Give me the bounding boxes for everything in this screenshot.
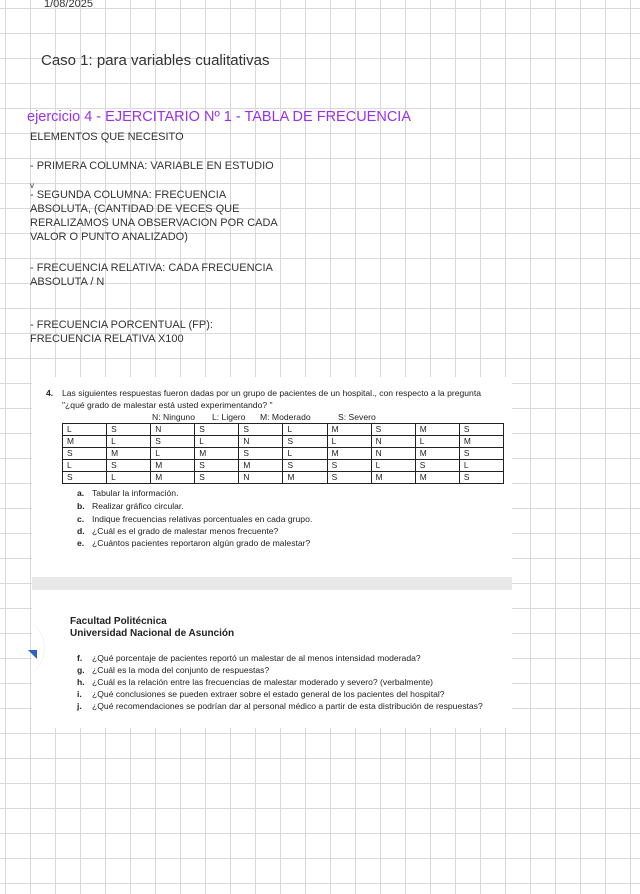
note-first-column: - PRIMERA COLUMNA: VARIABLE EN ESTUDIO	[30, 160, 274, 172]
item-text: ¿Cuál es el grado de malestar menos frecuente?	[92, 526, 279, 536]
question-item	[78, 688, 498, 700]
table-cell: S	[239, 424, 283, 436]
question-item	[78, 700, 498, 712]
table-cell: S	[459, 424, 503, 436]
table-cell: L	[63, 424, 107, 436]
question-item	[78, 652, 498, 664]
table-cell: S	[195, 460, 239, 472]
table-row	[63, 460, 504, 472]
pasted-problem-image	[32, 377, 512, 577]
pasted-questions-image	[32, 590, 512, 728]
legend-severe: S: Severo	[338, 412, 376, 422]
table-cell: N	[371, 436, 415, 448]
question-item	[78, 676, 498, 688]
table-cell: L	[107, 436, 151, 448]
table-cell: M	[415, 448, 459, 460]
note-line: VALOR O PUNTO ANALIZADO)	[30, 231, 188, 243]
table-cell: M	[151, 460, 195, 472]
date-text: 1/08/2025	[44, 0, 93, 10]
table-cell: L	[63, 460, 107, 472]
table-row	[63, 472, 504, 484]
page-separator	[32, 577, 512, 590]
table-cell: S	[195, 424, 239, 436]
table-cell: S	[327, 460, 371, 472]
table-cell: M	[459, 436, 503, 448]
table-cell: M	[327, 424, 371, 436]
table-cell: L	[327, 436, 371, 448]
table-row	[63, 436, 504, 448]
table-cell: L	[107, 472, 151, 484]
table-cell: S	[371, 424, 415, 436]
question-item	[78, 500, 498, 512]
table-cell: S	[107, 460, 151, 472]
table-cell: M	[415, 472, 459, 484]
note-line: - FRECUENCIA RELATIVA: CADA FRECUENCIA	[30, 262, 273, 274]
table-cell: L	[371, 460, 415, 472]
table-cell: N	[151, 424, 195, 436]
table-cell: S	[283, 460, 327, 472]
table-cell: M	[107, 448, 151, 460]
table-cell: M	[239, 460, 283, 472]
item-text: Realizar gráfico circular.	[92, 501, 184, 511]
item-label: b.	[77, 501, 85, 511]
note-second-column	[30, 188, 278, 244]
item-label: a.	[77, 488, 85, 498]
table-cell: L	[283, 424, 327, 436]
item-text: ¿Cuál es la relación entre las frecuencias de malestar moderado y severo? (verbalmente)	[92, 677, 434, 687]
item-text: ¿Cuál es la moda del conjunto de respuestas?	[92, 665, 270, 675]
problem-statement-block	[46, 387, 496, 411]
legend-moderate: M: Moderado	[260, 412, 311, 422]
note-line: ABSOLUTA / N	[30, 276, 105, 288]
question-item	[78, 664, 498, 676]
table-cell: M	[371, 472, 415, 484]
note-elements: ELEMENTOS QUE NECESITO	[30, 131, 184, 143]
table-cell: M	[195, 448, 239, 460]
note-marker: v	[30, 181, 34, 190]
item-text: ¿Cuántos pacientes reportaron algún grado de malestar?	[92, 538, 311, 548]
item-text: ¿Qué recomendaciones se podrían dar al personal médico a partir de esta distribución de respuestas?	[92, 701, 483, 711]
table-cell: M	[415, 424, 459, 436]
table-cell: S	[195, 472, 239, 484]
note-line: RERALIZAMOS UNA OBSERVACION POR CADA	[30, 217, 278, 229]
table-cell: M	[63, 436, 107, 448]
item-label: e.	[77, 538, 85, 548]
case-title: Caso 1: para variables cualitativas	[41, 52, 270, 69]
table-cell: S	[459, 472, 503, 484]
table-cell: N	[239, 472, 283, 484]
table-cell: L	[283, 448, 327, 460]
table-cell: S	[151, 436, 195, 448]
table-cell: S	[63, 472, 107, 484]
item-label: i.	[77, 689, 82, 699]
blue-corner-mark	[28, 650, 37, 659]
table-cell: S	[415, 460, 459, 472]
question-item	[78, 525, 498, 537]
question-item	[78, 487, 498, 499]
problem-statement: Las siguientes respuestas fueron dadas por un grupo de pacientes de un hospital., con respecto a la pregunta "¿qué grado de malestar está usted experimentando? "	[62, 388, 481, 410]
table-cell: M	[283, 472, 327, 484]
note-line: ABSOLUTA, (CANTIDAD DE VECES QUE	[30, 203, 240, 215]
table-cell: S	[63, 448, 107, 460]
table-cell: L	[415, 436, 459, 448]
responses-table	[62, 423, 504, 484]
note-relative-frequency	[30, 261, 273, 289]
table-cell: M	[327, 448, 371, 460]
item-text: Tabular la información.	[92, 488, 179, 498]
table-row	[63, 424, 504, 436]
table-row	[63, 448, 504, 460]
item-text: ¿Qué conclusiones se pueden extraer sobre el estado general de los pacientes del hospital?	[92, 689, 445, 699]
legend-light: L: Ligero	[212, 412, 246, 422]
university-name: Universidad Nacional de Asunción	[70, 628, 235, 639]
item-label: g.	[77, 665, 85, 675]
item-label: h.	[77, 677, 85, 687]
table-cell: M	[151, 472, 195, 484]
table-cell: N	[239, 436, 283, 448]
item-label: f.	[77, 653, 83, 663]
table-cell: S	[459, 448, 503, 460]
question-item	[78, 537, 498, 549]
problem-number: 4.	[46, 388, 54, 398]
item-label: d.	[77, 526, 85, 536]
item-label: j.	[77, 701, 82, 711]
table-cell: L	[459, 460, 503, 472]
note-line: FRECUENCIA RELATIVA X100	[30, 333, 184, 345]
table-cell: N	[371, 448, 415, 460]
note-percent-frequency	[30, 318, 213, 346]
item-label: c.	[77, 514, 85, 524]
item-text: Indique frecuencias relativas porcentuales en cada grupo.	[92, 514, 313, 524]
table-cell: S	[283, 436, 327, 448]
item-text: ¿Qué porcentaje de pacientes reportó un malestar de al menos intensidad moderada?	[92, 653, 421, 663]
table-cell: L	[195, 436, 239, 448]
note-line: - FRECUENCIA PORCENTUAL (FP):	[30, 319, 213, 331]
table-cell: S	[327, 472, 371, 484]
question-item	[78, 513, 498, 525]
table-cell: S	[107, 424, 151, 436]
legend-none: N: Ninguno	[152, 412, 195, 422]
table-cell: S	[239, 448, 283, 460]
table-cell: L	[151, 448, 195, 460]
faculty-name: Facultad Politécnica	[70, 616, 167, 627]
note-line: - SEGUNDA COLUMNA: FRECUENCIA	[30, 189, 227, 201]
exercise-title: ejercicio 4 - EJERCITARIO Nº 1 - TABLA DE FRECUENCIA	[27, 109, 411, 125]
